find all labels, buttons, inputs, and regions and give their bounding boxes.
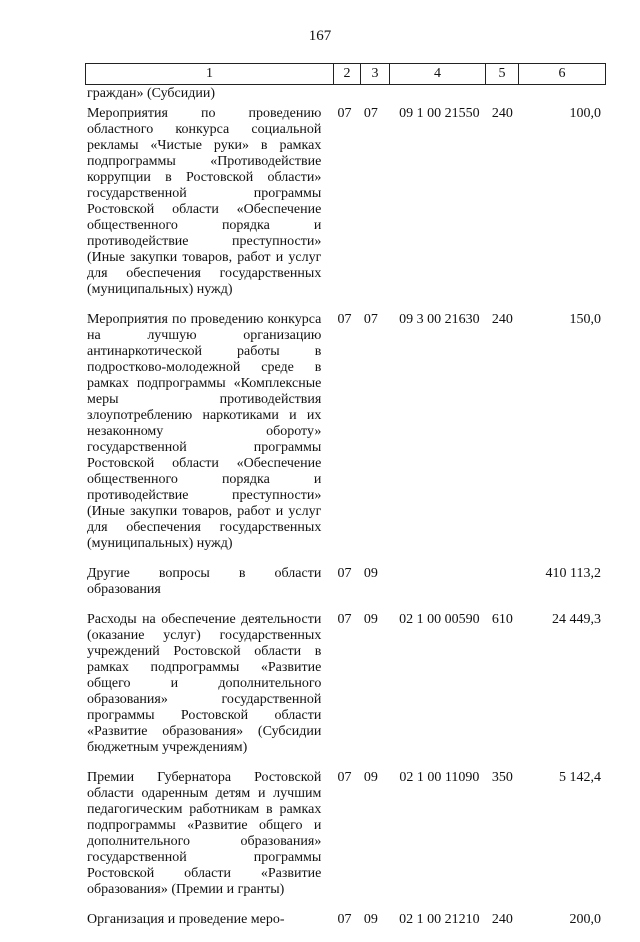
header-col-4: 4	[390, 64, 486, 85]
table-row	[85, 86, 601, 102]
row-target-code: 09 3 00 21630	[399, 312, 480, 327]
row-section	[321, 86, 357, 102]
table-row	[85, 612, 601, 756]
header-col-5: 5	[486, 64, 519, 85]
row-expense-type	[487, 566, 518, 598]
row-amount: 24 449,3	[551, 612, 601, 627]
table-row	[85, 770, 601, 898]
row-expense-type: 350	[491, 770, 513, 785]
row-section: 07	[337, 312, 352, 327]
row-section: 07	[337, 566, 352, 581]
row-description: Мероприятия по проведению областного конкурса социальной рекламы «Чистые руки» в рамках подпрограммы «Противодействие коррупции в Ростовской области» государственной программы Ростовской области «Обеспечение общественного порядка и противодействие преступности» (Иные закупки товаров, работ и услуг для обеспечения государственных (муниципальных) нужд)	[87, 106, 322, 297]
row-expense-type	[487, 86, 518, 102]
row-amount	[518, 86, 601, 102]
row-description: Мероприятия по проведению конкурса на лучшую организацию антинаркотической работы в подростково-молодежной среде в рамках подпрограммы «Комплексные меры противодействия злоупотреблению наркотиками и их незаконному обороту» государственной программы Ростовской области «Обеспечение общественного порядка и противодействие преступности» (Иные закупки товаров, работ и услуг для обеспечения государственных (муниципальных) нужд)	[87, 312, 322, 551]
row-subsection: 09	[363, 770, 378, 785]
row-amount: 100,0	[569, 106, 601, 121]
row-target-code: 09 1 00 21550	[399, 106, 480, 121]
row-subsection: 07	[363, 106, 378, 121]
row-section: 07	[337, 106, 352, 121]
row-target-code: 02 1 00 21210	[399, 912, 480, 927]
row-target-code	[384, 86, 487, 102]
table-row	[85, 912, 601, 928]
row-target-code: 02 1 00 11090	[399, 770, 480, 785]
row-target-code: 02 1 00 00590	[399, 612, 480, 627]
page-number: 167	[308, 28, 332, 44]
row-expense-type: 240	[491, 912, 513, 927]
row-section: 07	[337, 912, 352, 927]
table-row	[85, 106, 601, 298]
row-subsection: 09	[363, 912, 378, 927]
row-expense-type: 610	[491, 612, 513, 627]
row-description: граждан» (Субсидии)	[87, 86, 216, 101]
row-expense-type: 240	[491, 106, 513, 121]
row-description: Организация и проведение меро-	[87, 912, 285, 927]
row-description: Премии Губернатора Ростовской области одаренным детям и лучшим педагогическим работникам в рамках подпрограммы «Развитие общего и дополнительного образования» государственной программы Ростовской области «Развитие образования» (Премии и гранты)	[87, 770, 322, 897]
row-subsection: 07	[363, 312, 378, 327]
row-amount: 150,0	[569, 312, 601, 327]
column-header-row	[85, 63, 606, 85]
table-row	[85, 566, 601, 598]
row-subsection: 09	[363, 566, 378, 581]
header-col-2: 2	[334, 64, 361, 85]
header-col-1: 1	[86, 64, 334, 85]
row-section: 07	[337, 612, 352, 627]
row-description: Другие вопросы в области образования	[87, 566, 322, 597]
row-expense-type: 240	[491, 312, 513, 327]
table-row	[85, 312, 601, 552]
row-subsection: 09	[363, 612, 378, 627]
header-col-3: 3	[361, 64, 390, 85]
row-subsection	[358, 86, 384, 102]
header-col-6: 6	[519, 64, 606, 85]
row-amount: 200,0	[569, 912, 601, 927]
budget-table-body	[85, 86, 601, 942]
row-target-code	[384, 566, 487, 598]
row-amount: 5 142,4	[558, 770, 601, 785]
row-amount: 410 113,2	[545, 566, 601, 581]
row-section: 07	[337, 770, 352, 785]
row-description: Расходы на обеспечение деятельности (оказание услуг) государственных учреждений Ростовской области в рамках подпрограммы «Развитие общего и дополнительного образования» государственной программы Ростовской области «Развитие образования» (Субсидии бюджетным учреждениям)	[87, 612, 322, 755]
